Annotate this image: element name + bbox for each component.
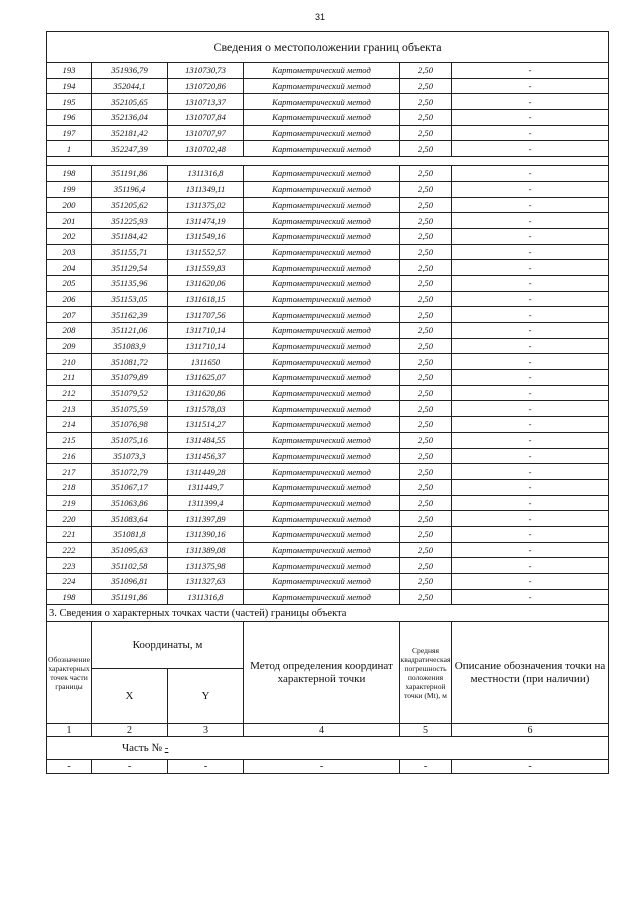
method: Картометрический метод: [244, 542, 400, 558]
method: Картометрический метод: [244, 197, 400, 213]
point-number: 200: [47, 197, 92, 213]
coord-y: 1311625,07: [168, 370, 244, 386]
table-row: [47, 275, 609, 291]
accuracy: 2,50: [400, 385, 452, 401]
coord-x: 351936,79: [92, 63, 168, 79]
table-row: [47, 558, 609, 574]
table-row: [47, 432, 609, 448]
table-row: [47, 542, 609, 558]
method: Картометрический метод: [244, 307, 400, 323]
description: -: [452, 110, 609, 126]
coord-y: 1311707,56: [168, 307, 244, 323]
page-number: 31: [314, 12, 325, 22]
description: -: [452, 558, 609, 574]
coord-y: 1311389,08: [168, 542, 244, 558]
point-number: 206: [47, 291, 92, 307]
method: Картометрический метод: [244, 589, 400, 605]
accuracy: 2,50: [400, 464, 452, 480]
section3-table: [46, 605, 609, 774]
point-number: 221: [47, 526, 92, 542]
coord-y: 1311620,86: [168, 385, 244, 401]
coord-x: 351162,39: [92, 307, 168, 323]
description: -: [452, 94, 609, 110]
accuracy: 2,50: [400, 228, 452, 244]
table-row: [47, 354, 609, 370]
coord-y: 1311327,63: [168, 574, 244, 590]
col-coords-header: Координаты, м: [92, 622, 244, 669]
coord-x: 351205,62: [92, 197, 168, 213]
description: -: [452, 370, 609, 386]
point-number: 213: [47, 401, 92, 417]
coord-y: 1311559,83: [168, 260, 244, 276]
coord-y: 1311449,28: [168, 464, 244, 480]
point-number: 211: [47, 370, 92, 386]
coord-x: 351076,98: [92, 417, 168, 433]
col-designation-header: Обозначение характерных точек части границы: [47, 622, 92, 724]
description: -: [452, 291, 609, 307]
section-title: Сведения о местоположении границ объекта: [47, 32, 609, 63]
coord-x: 351129,54: [92, 260, 168, 276]
cell: -: [400, 760, 452, 774]
method: Картометрический метод: [244, 464, 400, 480]
accuracy: 2,50: [400, 432, 452, 448]
point-number: 209: [47, 338, 92, 354]
table-row: [47, 166, 609, 182]
method: Картометрический метод: [244, 260, 400, 276]
table-row: [47, 526, 609, 542]
coord-y: 1311650: [168, 354, 244, 370]
coord-x: 352136,04: [92, 110, 168, 126]
coord-y: 1311375,02: [168, 197, 244, 213]
coord-y: 1311375,98: [168, 558, 244, 574]
coord-x: 352181,42: [92, 125, 168, 141]
coord-x: 351063,86: [92, 495, 168, 511]
method: Картометрический метод: [244, 574, 400, 590]
coord-x: 351155,71: [92, 244, 168, 260]
document-body: [46, 31, 608, 774]
table-row: [47, 401, 609, 417]
table-row: [47, 141, 609, 157]
method: Картометрический метод: [244, 275, 400, 291]
description: -: [452, 526, 609, 542]
description: -: [452, 260, 609, 276]
method: Картометрический метод: [244, 401, 400, 417]
coord-y: 1310713,37: [168, 94, 244, 110]
table-row: [47, 511, 609, 527]
description: -: [452, 511, 609, 527]
block-separator: [47, 157, 609, 166]
accuracy: 2,50: [400, 542, 452, 558]
accuracy: 2,50: [400, 323, 452, 339]
method: Картометрический метод: [244, 338, 400, 354]
description: -: [452, 432, 609, 448]
description: -: [452, 63, 609, 79]
coord-x: 351225,93: [92, 213, 168, 229]
point-number: 210: [47, 354, 92, 370]
cell: -: [452, 760, 609, 774]
coord-x: 351191,86: [92, 589, 168, 605]
description: -: [452, 125, 609, 141]
method: Картометрический метод: [244, 385, 400, 401]
point-number: 195: [47, 94, 92, 110]
description: -: [452, 141, 609, 157]
method: Картометрический метод: [244, 558, 400, 574]
cell: -: [244, 760, 400, 774]
column-numbers-row: [47, 724, 609, 737]
coord-y: 1310702,48: [168, 141, 244, 157]
coord-y: 1310707,97: [168, 125, 244, 141]
coord-x: 352247,39: [92, 141, 168, 157]
accuracy: 2,50: [400, 401, 452, 417]
coord-x: 351067,17: [92, 479, 168, 495]
coord-y: 1311399,4: [168, 495, 244, 511]
description: -: [452, 213, 609, 229]
coord-x: 352044,1: [92, 78, 168, 94]
coord-x: 351135,96: [92, 275, 168, 291]
method: Картометрический метод: [244, 63, 400, 79]
method: Картометрический метод: [244, 511, 400, 527]
coord-y: 1311578,03: [168, 401, 244, 417]
coord-x: 351096,81: [92, 574, 168, 590]
accuracy: 2,50: [400, 125, 452, 141]
column-number: 3: [168, 724, 244, 737]
coord-x: 351083,9: [92, 338, 168, 354]
accuracy: 2,50: [400, 307, 452, 323]
coord-x: 351095,63: [92, 542, 168, 558]
column-number: 6: [452, 724, 609, 737]
point-number: 224: [47, 574, 92, 590]
accuracy: 2,50: [400, 370, 452, 386]
method: Картометрический метод: [244, 432, 400, 448]
accuracy: 2,50: [400, 275, 452, 291]
point-number: 197: [47, 125, 92, 141]
accuracy: 2,50: [400, 558, 452, 574]
table-row: [47, 589, 609, 605]
method: Картометрический метод: [244, 354, 400, 370]
table-row: [47, 417, 609, 433]
description: -: [452, 166, 609, 182]
coord-x: 351081,72: [92, 354, 168, 370]
point-number: 202: [47, 228, 92, 244]
description: -: [452, 401, 609, 417]
point-number: 205: [47, 275, 92, 291]
accuracy: 2,50: [400, 141, 452, 157]
table-row: [47, 228, 609, 244]
table-row: [47, 181, 609, 197]
method: Картометрический метод: [244, 213, 400, 229]
method: Картометрический метод: [244, 323, 400, 339]
description: -: [452, 181, 609, 197]
accuracy: 2,50: [400, 338, 452, 354]
description: -: [452, 323, 609, 339]
method: Картометрический метод: [244, 495, 400, 511]
method: Картометрический метод: [244, 479, 400, 495]
description: -: [452, 197, 609, 213]
description: -: [452, 574, 609, 590]
point-number: 1: [47, 141, 92, 157]
point-number: 220: [47, 511, 92, 527]
table-row: [47, 110, 609, 126]
accuracy: 2,50: [400, 197, 452, 213]
table-row: [47, 94, 609, 110]
coord-x: 351196,4: [92, 181, 168, 197]
boundary-table: [46, 31, 609, 605]
point-number: 204: [47, 260, 92, 276]
method: Картометрический метод: [244, 181, 400, 197]
table-row: [47, 63, 609, 79]
accuracy: 2,50: [400, 526, 452, 542]
point-number: 216: [47, 448, 92, 464]
table-row: [47, 338, 609, 354]
table-row: [47, 213, 609, 229]
cell: -: [47, 760, 92, 774]
accuracy: 2,50: [400, 181, 452, 197]
table-row: [47, 125, 609, 141]
section3-title: 3. Сведения о характерных точках части (частей) границы объекта: [47, 605, 609, 622]
description: -: [452, 354, 609, 370]
description: -: [452, 78, 609, 94]
table-row: [47, 448, 609, 464]
method: Картометрический метод: [244, 94, 400, 110]
coord-x: 351153,05: [92, 291, 168, 307]
accuracy: 2,50: [400, 94, 452, 110]
part-number: -: [164, 742, 169, 755]
coord-y: 1311449,7: [168, 479, 244, 495]
point-number: 214: [47, 417, 92, 433]
table-row: [47, 78, 609, 94]
description: -: [452, 338, 609, 354]
description: -: [452, 589, 609, 605]
table-row: [47, 323, 609, 339]
table-row: [47, 197, 609, 213]
point-number: 208: [47, 323, 92, 339]
coord-x: 351075,16: [92, 432, 168, 448]
method: Картометрический метод: [244, 526, 400, 542]
point-number: 194: [47, 78, 92, 94]
accuracy: 2,50: [400, 166, 452, 182]
point-number: 193: [47, 63, 92, 79]
table-row: [47, 495, 609, 511]
coord-y: 1311618,15: [168, 291, 244, 307]
point-number: 217: [47, 464, 92, 480]
column-number: 5: [400, 724, 452, 737]
table-row: [47, 244, 609, 260]
table-row: [47, 385, 609, 401]
col-accuracy-header: Средняя квадратическая погрешность положения характерной точки (Mt), м: [400, 622, 452, 724]
accuracy: 2,50: [400, 574, 452, 590]
method: Картометрический метод: [244, 291, 400, 307]
coord-x: 351102,58: [92, 558, 168, 574]
method: Картометрический метод: [244, 244, 400, 260]
accuracy: 2,50: [400, 213, 452, 229]
point-number: 223: [47, 558, 92, 574]
column-number: 1: [47, 724, 92, 737]
coord-y: 1311552,57: [168, 244, 244, 260]
column-number: 2: [92, 724, 168, 737]
point-number: 196: [47, 110, 92, 126]
method: Картометрический метод: [244, 141, 400, 157]
coord-x: 351072,79: [92, 464, 168, 480]
col-description-header: Описание обозначения точки на местности (при наличии): [452, 622, 609, 724]
description: -: [452, 479, 609, 495]
description: -: [452, 542, 609, 558]
description: -: [452, 244, 609, 260]
method: Картометрический метод: [244, 448, 400, 464]
coord-y: 1311514,27: [168, 417, 244, 433]
method: Картометрический метод: [244, 370, 400, 386]
description: -: [452, 228, 609, 244]
coord-y: 1311316,8: [168, 589, 244, 605]
description: -: [452, 495, 609, 511]
method: Картометрический метод: [244, 125, 400, 141]
accuracy: 2,50: [400, 354, 452, 370]
point-number: 198: [47, 589, 92, 605]
accuracy: 2,50: [400, 110, 452, 126]
coord-y: 1311710,14: [168, 323, 244, 339]
col-y-header: Y: [168, 669, 244, 724]
coord-y: 1311397,89: [168, 511, 244, 527]
accuracy: 2,50: [400, 448, 452, 464]
part-label: Часть №: [122, 742, 162, 755]
coord-y: 1310720,86: [168, 78, 244, 94]
point-number: 212: [47, 385, 92, 401]
description: -: [452, 464, 609, 480]
coord-y: 1311710,14: [168, 338, 244, 354]
coordinates-block-2: [47, 166, 609, 605]
point-number: 201: [47, 213, 92, 229]
accuracy: 2,50: [400, 589, 452, 605]
coordinates-block-1: [47, 63, 609, 157]
point-number: 203: [47, 244, 92, 260]
column-number: 4: [244, 724, 400, 737]
description: -: [452, 448, 609, 464]
coord-y: 1311316,8: [168, 166, 244, 182]
coord-y: 1310707,84: [168, 110, 244, 126]
coord-y: 1311349,11: [168, 181, 244, 197]
description: -: [452, 417, 609, 433]
cell: -: [92, 760, 168, 774]
method: Картометрический метод: [244, 78, 400, 94]
point-number: 207: [47, 307, 92, 323]
point-number: 199: [47, 181, 92, 197]
coord-x: 351075,59: [92, 401, 168, 417]
coord-x: 351079,52: [92, 385, 168, 401]
method: Картометрический метод: [244, 228, 400, 244]
table-row: [47, 260, 609, 276]
table-row: [47, 479, 609, 495]
coord-y: 1311484,55: [168, 432, 244, 448]
col-method-header: Метод определения координат характерной точки: [244, 622, 400, 724]
accuracy: 2,50: [400, 291, 452, 307]
accuracy: 2,50: [400, 417, 452, 433]
coord-x: 351191,86: [92, 166, 168, 182]
method: Картометрический метод: [244, 166, 400, 182]
coord-y: 1311456,37: [168, 448, 244, 464]
table-row: [47, 574, 609, 590]
coord-x: 351121,06: [92, 323, 168, 339]
part-label-cell: [47, 737, 609, 760]
coord-y: 1311390,16: [168, 526, 244, 542]
accuracy: 2,50: [400, 511, 452, 527]
point-number: 222: [47, 542, 92, 558]
coord-y: 1311474,19: [168, 213, 244, 229]
accuracy: 2,50: [400, 495, 452, 511]
coord-x: 351079,89: [92, 370, 168, 386]
accuracy: 2,50: [400, 260, 452, 276]
point-number: 218: [47, 479, 92, 495]
description: -: [452, 275, 609, 291]
col-x-header: X: [92, 669, 168, 724]
point-number: 215: [47, 432, 92, 448]
coord-x: 351081,8: [92, 526, 168, 542]
coord-y: 1310730,73: [168, 63, 244, 79]
table-row: [47, 307, 609, 323]
coord-x: 351184,42: [92, 228, 168, 244]
coord-x: 351083,64: [92, 511, 168, 527]
part-data-row: [47, 760, 609, 774]
coord-y: 1311620,06: [168, 275, 244, 291]
coord-x: 352105,65: [92, 94, 168, 110]
table-row: [47, 291, 609, 307]
accuracy: 2,50: [400, 78, 452, 94]
accuracy: 2,50: [400, 479, 452, 495]
coord-y: 1311549,16: [168, 228, 244, 244]
accuracy: 2,50: [400, 63, 452, 79]
accuracy: 2,50: [400, 244, 452, 260]
table-row: [47, 464, 609, 480]
method: Картометрический метод: [244, 417, 400, 433]
point-number: 219: [47, 495, 92, 511]
table-row: [47, 370, 609, 386]
description: -: [452, 307, 609, 323]
description: -: [452, 385, 609, 401]
method: Картометрический метод: [244, 110, 400, 126]
cell: -: [168, 760, 244, 774]
point-number: 198: [47, 166, 92, 182]
coord-x: 351073,3: [92, 448, 168, 464]
